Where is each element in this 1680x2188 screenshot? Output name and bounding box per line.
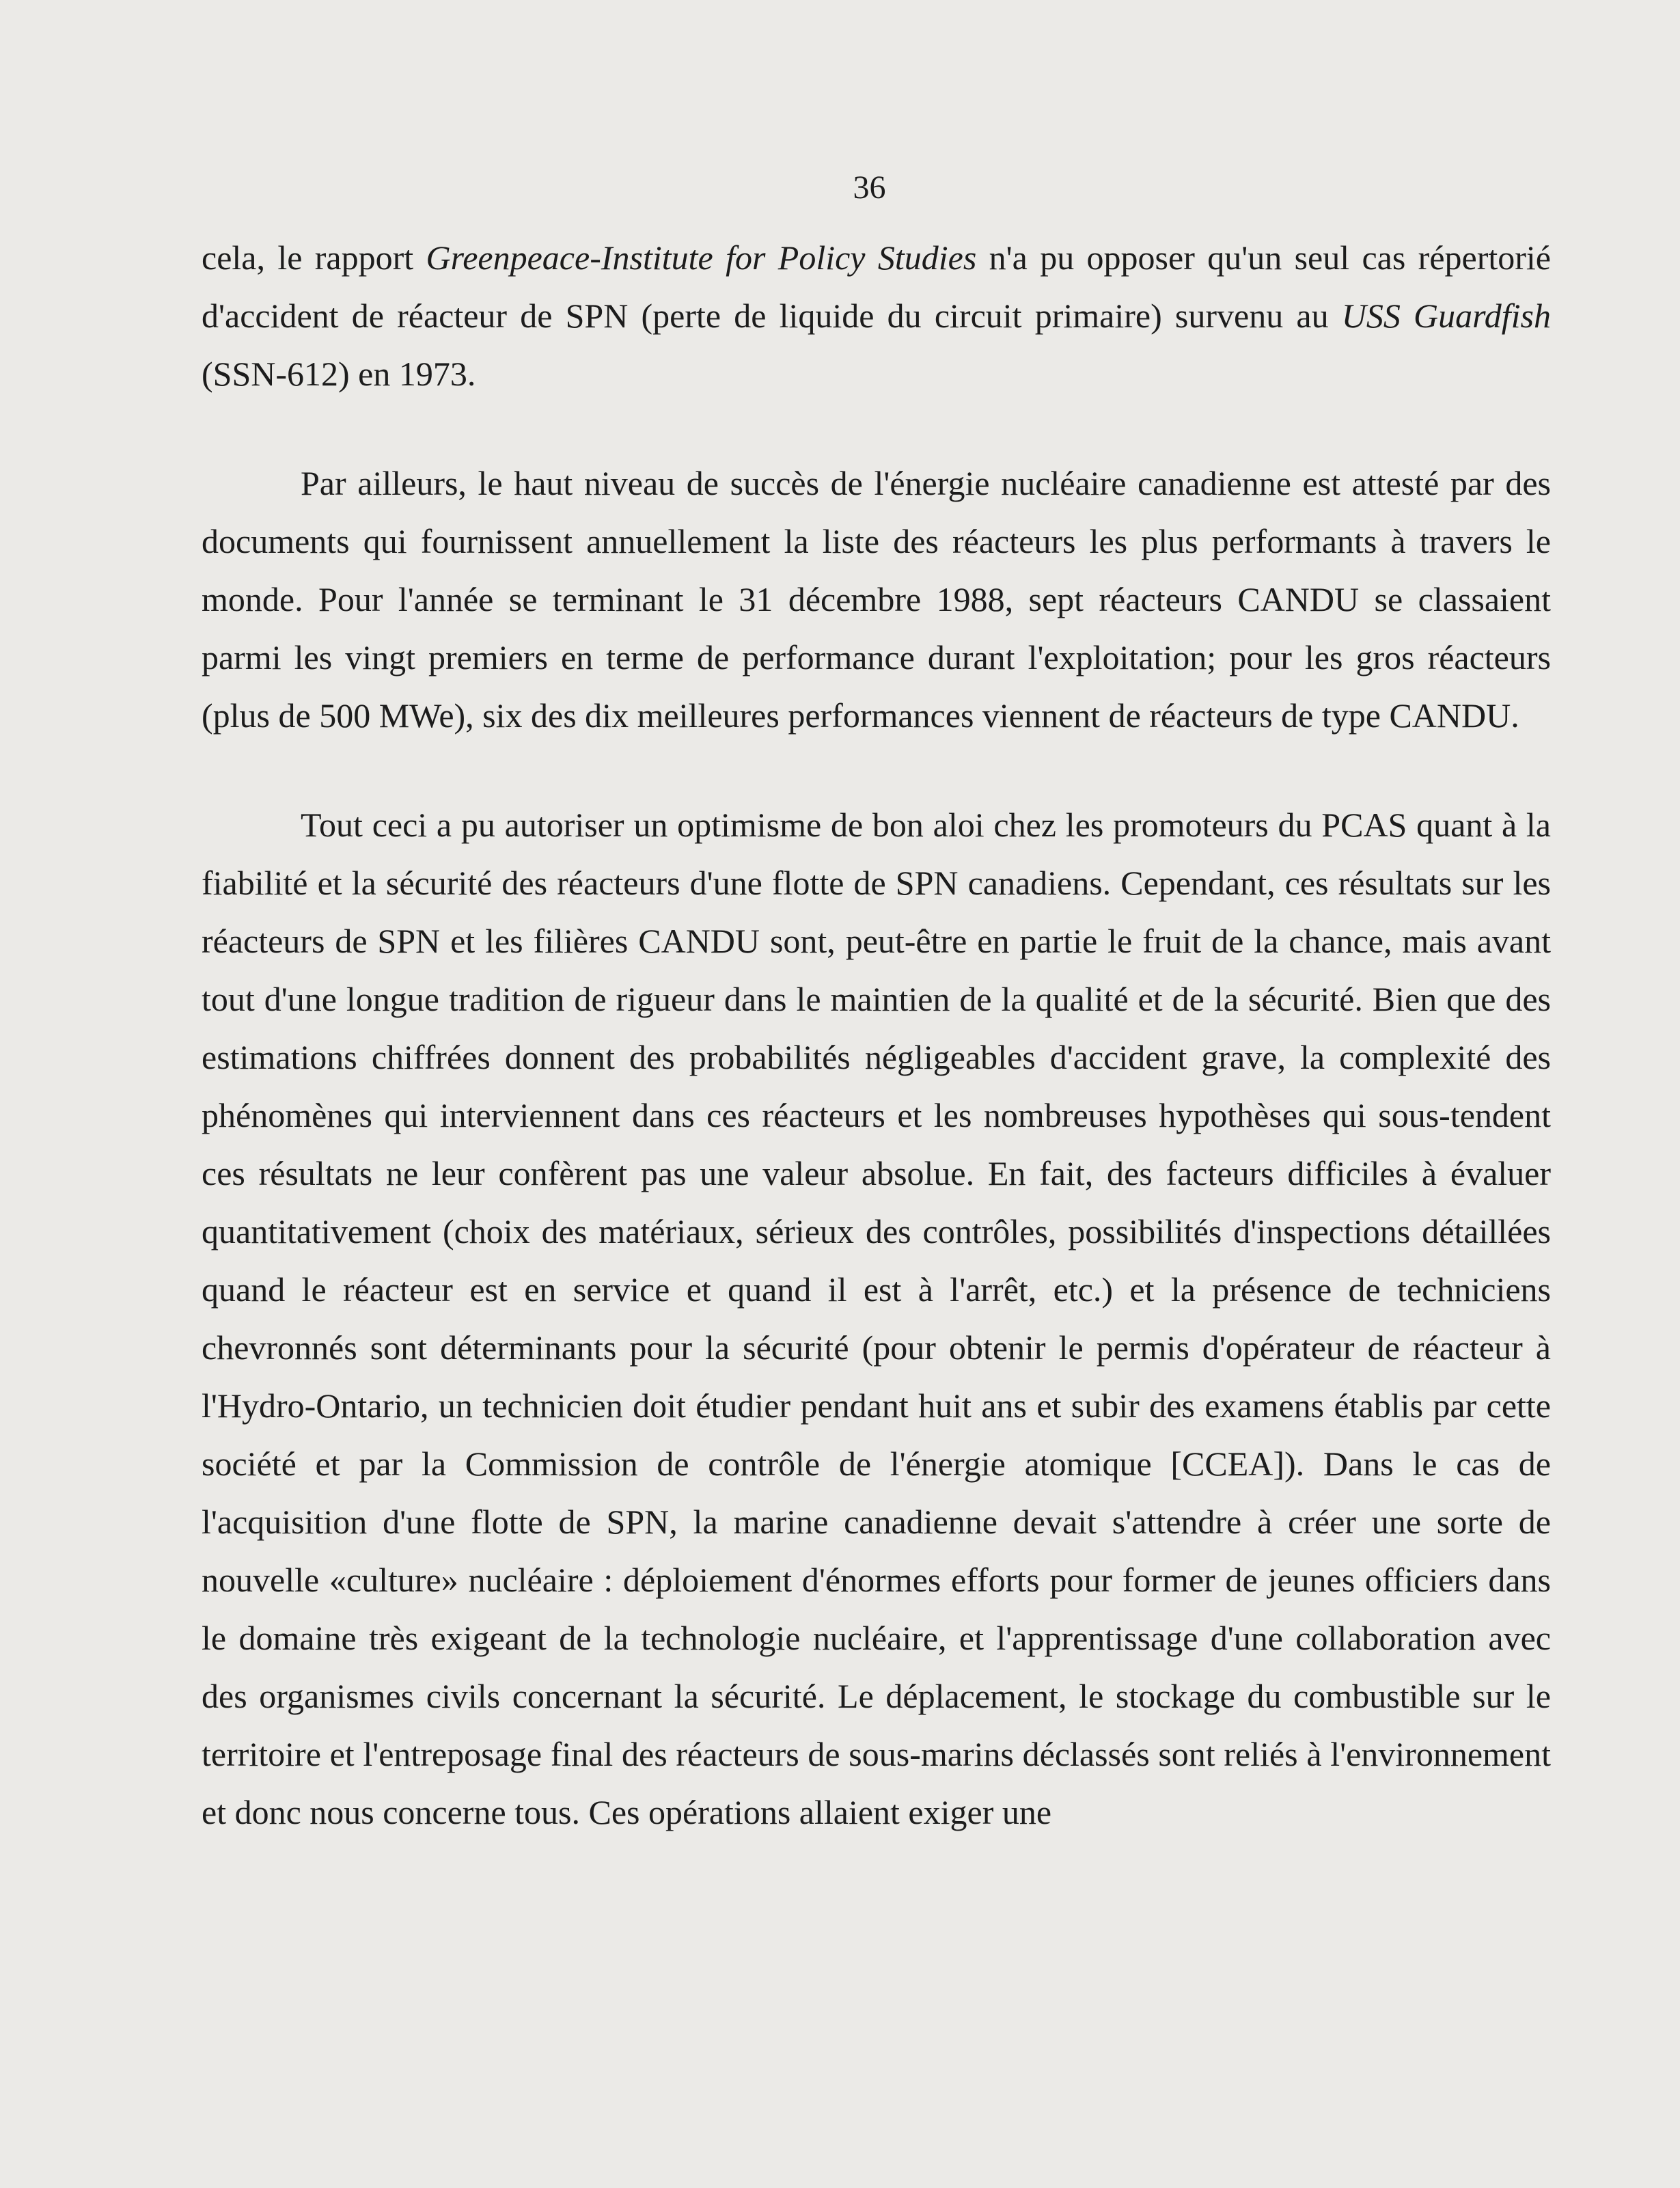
paragraph-1-text-end: (SSN-612) en 1973. [202, 355, 476, 393]
paragraph-2: Par ailleurs, le haut niveau de succès de l'énergie nucléaire canadienne est attesté par des documents qui fournissent annuellement la liste des réacteurs les plus performants à travers le monde. Pour l'année se terminant le 31 décembre 1988, sept réacteurs CANDU se classaient parmi les vingt premiers en terme de performance durant l'exploitation; pour les gros réacteurs (plus de 500 MWe), six des dix meilleures performances viennent de réacteurs de type CANDU. [202, 464, 1551, 735]
paragraph-1 [202, 229, 1551, 403]
paragraph-1-text-middle: n'a pu opposer qu'un seul cas répertorié d'accident de réacteur de SPN (perte de liquide du circuit primaire) survenu au [202, 238, 1551, 335]
report-title: Greenpeace-Institute for Policy Studies [426, 238, 977, 277]
submarine-name: USS Guardfish [1341, 297, 1552, 335]
page-number: 36 [853, 169, 886, 206]
paragraph-1-text-start: cela, le rapport [202, 238, 426, 277]
paragraph-3: Tout ceci a pu autoriser un optimisme de bon aloi chez les promoteurs du PCAS quant à la fiabilité et la sécurité des réacteurs d'une flotte de SPN canadiens. Cependant, ces résultats sur les réacteurs de SPN et les filières CANDU sont, peut-être en partie le fruit de la chance, mais avant tout d'une longue tradition de rigueur dans le maintien de la qualité et de la sécurité. Bien que des estimations chiffrées donnent des probabilités négligeables d'accident grave, la complexité des phénomènes qui interviennent dans ces réacteurs et les nombreuses hypothèses qui sous-tendent ces résultats ne leur confèrent pas une valeur absolue. En fait, des facteurs difficiles à évaluer quantitativement (choix des matériaux, sérieux des contrôles, possibilités d'inspections détaillées quand le réacteur est en service et quand il est à l'arrêt, etc.) et la présence de techniciens chevronnés sont déterminants pour la sécurité (pour obtenir le permis d'opérateur de réacteur à l'Hydro-Ontario, un technicien doit étudier pendant huit ans et subir des examens établis par cette société et par la Commission de contrôle de l'énergie atomique [CCEA]). Dans le cas de l'acquisition d'une flotte de SPN, la marine canadienne devait s'attendre à créer une sorte de nouvelle «culture» nucléaire : déploiement d'énormes efforts pour former de jeunes officiers dans le domaine très exigeant de la technologie nucléaire, et l'apprentissage d'une collaboration avec des organismes civils concernant la sécurité. Le déplacement, le stockage du combustible sur le territoire et l'entreposage final des réacteurs de sous-marins déclassés sont reliés à l'environnement et donc nous concerne tous. Ces opérations allaient exiger une [202, 806, 1551, 1831]
body-text [202, 229, 1551, 1842]
